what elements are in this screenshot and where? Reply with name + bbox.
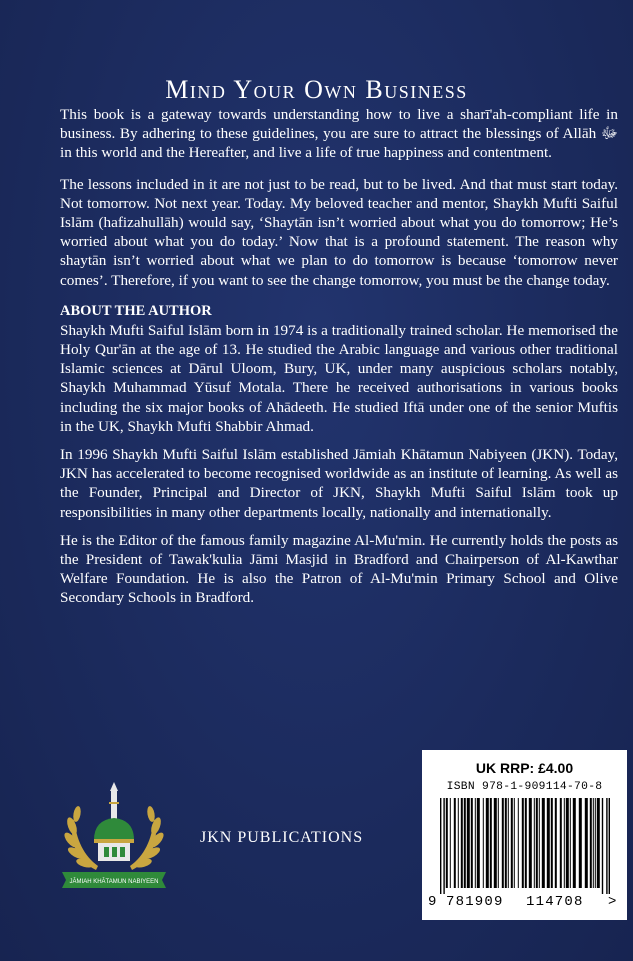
barcode-bar (486, 798, 489, 888)
ean-arrow: > (608, 894, 617, 910)
barcode-bar (525, 798, 527, 888)
barcode-bar (498, 798, 499, 888)
barcode-bar (590, 798, 592, 888)
barcode-bar (534, 798, 535, 888)
barcode-bar (446, 798, 448, 888)
barcode-bar (467, 798, 470, 888)
about-paragraph-1: Shaykh Mufti Saiful Islām born in 1974 is a traditionally trained scholar. He memorised the Holy Qur'ān at the age of 13. He studied the Arabic language and various other traditional Islamic sciences at Dārul Uloom, Bury, UK, under many auspicious scholars notably, Shaykh Muhammad Yūsuf Motala. There he received authorisations in various books including the six major books of Ahādeeth. He studied Iftā under one of the senior Muftis in the UK, Shaykh Mufti Shabbir Ahmad. (60, 321, 618, 435)
barcode-bar (477, 798, 480, 888)
barcode-bar (475, 798, 476, 888)
about-paragraph-2: In 1996 Shaykh Mufti Saiful Islām established Jāmiah Khātamun Nabiyeen (JKN). Today, JKN has accelerated to become recognised worldwide as an institute of learning. As well as the Founder, Principal and Director of JKN, Shaykh Mufti Saiful Islām took up responsibilities in many other departments locally, nationally and internationally. (60, 446, 618, 521)
barcode-bar (566, 798, 569, 888)
barcode-bar (547, 798, 550, 888)
ean-right-group: 114708 (526, 894, 584, 910)
barcode-bar (511, 798, 513, 888)
barcode-bar (464, 798, 466, 888)
barcode-bar (564, 798, 565, 888)
price-label: UK RRP: £4.00 (475, 760, 574, 776)
barcode-bar (471, 798, 473, 888)
barcode-bar (573, 798, 576, 888)
jkn-emblem-icon (58, 782, 170, 892)
barcode-bar (458, 798, 459, 888)
barcode-bar (450, 798, 451, 888)
barcode-bar (440, 798, 441, 894)
ean-lead-digit: 9 (428, 894, 437, 910)
barcode-bar (555, 798, 557, 888)
barcode-bar (454, 798, 456, 888)
blurb-text (60, 105, 618, 617)
blurb-paragraph-1: This book is a gateway towards understanding how to live a sharī'ah-compliant life in business. By adhering to these guidelines, you are sure to attract the blessings of Allāh ﷻ in this world and the Hereafter, and live a life of true happiness and contentment. (60, 106, 618, 162)
barcode-bar (609, 798, 610, 894)
barcode-bar (597, 798, 600, 888)
barcode-bar (494, 798, 497, 888)
about-paragraph-3: He is the Editor of the famous family magazine Al-Mu'min. He currently holds the posts as the President of Tawak'kulia Jāmi Masjid in Bradford and Chairperson of Al-Kawthar Welfare Foundation. He is also the Patron of Al-Mu'min Primary School and Olive Secondary Schools in Bradford. (60, 531, 618, 607)
barcode-bar (551, 798, 553, 888)
barcode-bar (529, 798, 532, 888)
publisher-name: JKN PUBLICATIONS (200, 829, 364, 846)
book-title: Mind Your Own Business (165, 75, 468, 105)
barcode-bar (505, 798, 507, 888)
barcode-bar (595, 798, 596, 888)
barcode-bar (518, 798, 519, 888)
barcode-bar (560, 798, 562, 888)
barcode-bar (579, 798, 582, 888)
ean-left-group: 781909 (446, 894, 504, 910)
barcode-bar (570, 798, 571, 888)
barcode-bar (539, 798, 540, 888)
barcode-bar (508, 798, 509, 888)
barcode-bar (502, 798, 504, 888)
jkn-logo (58, 782, 170, 892)
barcode-bar (483, 798, 484, 888)
isbn-number: ISBN 978-1-909114-70-8 (446, 781, 603, 793)
blurb-paragraph-2: The lessons included in it are not just to be read, but to be lived. And that must start today. Not tomorrow. Not next year. Today. My beloved teacher and mentor, Shaykh Mufti Saiful Islām (hafizahullāh) would say, ‘Shaytān isn’t worried about what you do tomorrow; He’s worried about what you do today.’ Now that is a profound statement. The reason why shaytān isn’t worried about what we plan to do tomorrow is because ‘tomorrow never comes’. Therefore, if you want to see the change tomorrow, you must be the change today. (60, 175, 618, 289)
barcode-panel (422, 750, 627, 920)
barcode-bar (606, 798, 607, 894)
logo-ribbon-text: JĀMIAH KHĀTAMUN NABIYEEN (69, 879, 159, 885)
barcode-bar (461, 798, 463, 888)
barcode-bars (436, 798, 616, 894)
about-author-heading: ABOUT THE AUTHOR (60, 302, 212, 319)
barcode-bar (585, 798, 588, 888)
barcode-bar (593, 798, 594, 888)
barcode-bar (522, 798, 524, 888)
barcode-bar (536, 798, 538, 888)
barcode-bar (602, 798, 603, 894)
barcode-bar (542, 798, 545, 888)
barcode-bar (514, 798, 515, 888)
barcode-bar (443, 798, 444, 894)
barcode-bar (490, 798, 492, 888)
